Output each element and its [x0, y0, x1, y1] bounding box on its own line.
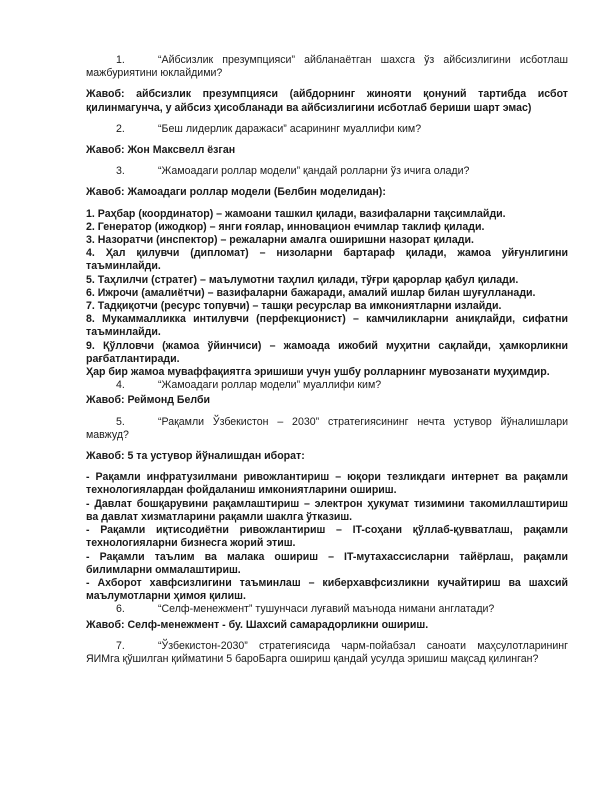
question-2 [86, 123, 568, 136]
list-item: 9. Қўлловчи (жамоа ўйинчиси) – жамоада ижобий муҳитни сақлайди, ҳамкорликни рағбатлантиради. [86, 339, 568, 365]
question-text: “Рақамли Ўзбекистон – 2030” стратегиясининг нечта устувор йўналишлари мавжуд? [86, 415, 568, 441]
answer-2: Жавоб: Жон Максвелл ёзган [86, 144, 236, 157]
answer-3: Жавоб: Жамоадаги роллар модели (Белбин моделидан): [86, 186, 386, 199]
roles-summary: Ҳар бир жамоа муваффақиятга эришиши учун ушбу ролларнинг мувозанати муҳимдир. [86, 366, 550, 379]
answer-6: Жавоб: Селф-менежмент - бу. Шахсий самарадорликни ошириш. [86, 618, 429, 631]
list-item: 8. Мукаммалликка интилувчи (перфекционист) – камчиликларни аниқлайди, сифатни таъминлайди. [86, 313, 568, 339]
list-item: 4. Ҳал қилувчи (дипломат) – низоларни бартараф қилади, жамоа уйғунлигини таъминлайди. [86, 247, 568, 273]
list-item: 7. Тадқиқотчи (ресурс топувчи) – ташқи ресурслар ва имкониятларни излайди. [86, 300, 502, 313]
question-text: “Беш лидерлик даражаси” асарининг муаллифи ким? [158, 122, 422, 135]
list-item: - Рақамли иқтисодиётни ривожлантириш – IT-соҳани қўллаб-қувватлаш, рақамли технологияларни бизнесга жорий этиш. [86, 524, 568, 550]
answer-1: Жавоб: айбсизлик презумпцияси (айбдорнинг жинояти қонуний тартибда исбот қилинмагунча, у айбсиз ҳисобланади ва айбсизлигини исботлаб бериши шарт эмас) [86, 88, 568, 114]
answer-5: Жавоб: 5 та устувор йўналишдан иборат: [86, 450, 305, 463]
list-item: 1. Раҳбар (координатор) – жамоани ташкил қилади, вазифаларни тақсимлайди. [86, 207, 506, 220]
answer-4: Жавоб: Реймонд Белби [86, 394, 211, 407]
list-item: - Ахборот хавфсизлигини таъминлаш – киберхавфсизликни кучайтириш ва шахсий маълумотларни ҳимоя қилиш. [86, 576, 568, 603]
list-item: 3. Назоратчи (инспектор) – режаларни амалга оширишни назорат қилади. [86, 234, 474, 247]
question-text: “Айбсизлик презумпцияси” айбланаётган шахсга ўз айбсизлигини исботлаш мажбуриятини юклайдими? [86, 54, 568, 80]
list-item: 2. Генератор (ижодкор) – янги ғоялар, инновацион ечимлар таклиф қилади. [86, 220, 485, 233]
question-4 [86, 379, 568, 392]
list-item: 5. Таҳлилчи (стратег) – маълумотни таҳлил қилади, тўғри қарорлар қабул қилади. [86, 273, 519, 286]
question-6 [86, 603, 568, 616]
question-3 [86, 165, 568, 178]
question-text: “Жамоадаги роллар модели” муаллифи ким? [158, 379, 382, 392]
question-number: 6. [116, 603, 125, 616]
question-text: “Ўзбекистон-2030” стратегиясида чарм-пойабзал саноати маҳсулотларининг ЯИМга қўшилган қийматини 5 бароБарга ошириш қандай усулда эришиш мақсад қилинган? [86, 639, 568, 665]
question-number: 7. [116, 639, 125, 652]
directions-list [86, 471, 568, 603]
question-number: 3. [116, 165, 125, 178]
roles-list [86, 208, 568, 380]
list-item: - Рақамли таълим ва малака ошириш – IT-мутахассисларни тайёрлаш, рақамли билимларни оммалаштириш. [86, 550, 568, 576]
question-7 [86, 640, 568, 666]
question-5 [86, 416, 568, 442]
question-text: “Селф-менежмент” тушунчаси луғавий маънода нимани англатади? [158, 603, 495, 616]
question-number: 4. [116, 379, 125, 392]
list-item: - Рақамли инфратузилмани ривожлантириш – юқори тезликдаги интернет ва рақамли технологиялардан фойдаланиш имкониятларини ошириш. [86, 471, 568, 497]
question-number: 5. [116, 415, 125, 428]
list-item: - Давлат бошқарувини рақамлаштириш – электрон ҳукумат тизимини такомиллаштириш ва давлат хизматларини рақамли шаклга ўтказиш. [86, 497, 568, 523]
question-1 [86, 54, 568, 80]
question-text: “Жамоадаги роллар модели” қандай ролларни ўз ичига олади? [158, 165, 470, 178]
list-item: 6. Ижрочи (амалиётчи) – вазифаларни бажаради, амалий ишлар билан шуғулланади. [86, 286, 536, 299]
question-number: 1. [116, 54, 125, 66]
question-number: 2. [116, 122, 125, 135]
